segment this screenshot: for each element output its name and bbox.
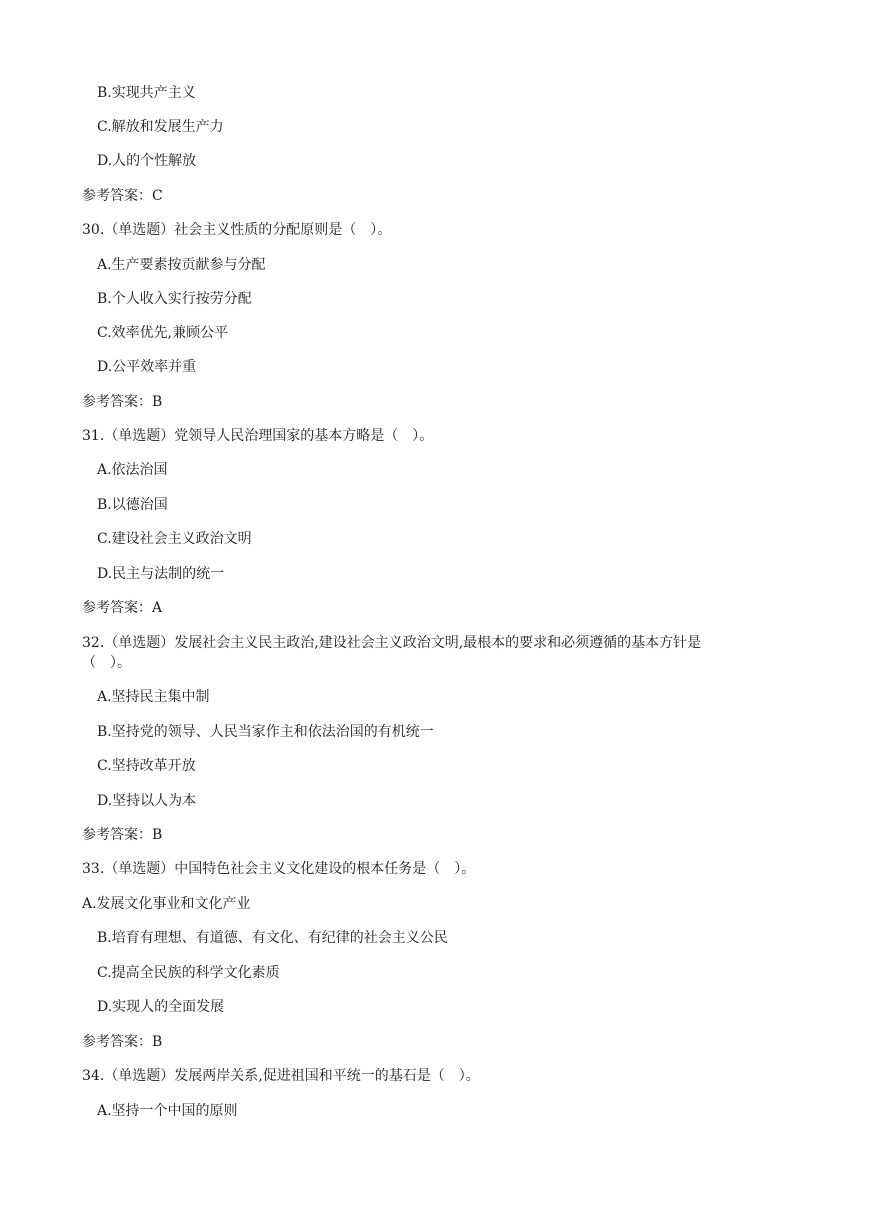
option-b: B.以德治国 [97,497,168,513]
option-d: D.人的个性解放 [97,153,197,169]
option-a: A.发展文化事业和文化产业 [82,896,251,912]
option-d: D.坚持以人为本 [97,793,197,809]
question-stem: 33.（单选题）中国特色社会主义文化建设的根本任务是（ ）。 [82,861,476,877]
question-stem: 34.（单选题）发展两岸关系,促进祖国和平统一的基石是（ ）。 [82,1068,480,1084]
option-d: D.实现人的全面发展 [97,999,225,1015]
option-b: B.培育有理想、有道德、有文化、有纪律的社会主义公民 [97,930,448,946]
option-a: A.生产要素按贡献参与分配 [97,257,266,273]
option-c: C.建设社会主义政治文明 [97,531,252,547]
question-stem-continued: （ ）。 [82,655,131,671]
option-b: B.实现共产主义 [97,85,196,101]
option-d: D.民主与法制的统一 [97,566,225,582]
option-c: C.解放和发展生产力 [97,119,224,135]
option-a: A.依法治国 [97,462,168,478]
option-c: C.效率优先,兼顾公平 [97,325,229,341]
question-stem: 31.（单选题）党领导人民治理国家的基本方略是（ ）。 [82,428,434,444]
answer: 参考答案：B [82,827,163,843]
answer: 参考答案：C [82,188,163,204]
question-stem: 30.（单选题）社会主义性质的分配原则是（ ）。 [82,222,392,238]
answer: 参考答案：B [82,1034,163,1050]
option-a: A.坚持民主集中制 [97,689,210,705]
option-b: B.坚持党的领导、人民当家作主和依法治国的有机统一 [97,724,434,740]
option-c: C.提高全民族的科学文化素质 [97,965,280,981]
option-a: A.坚持一个中国的原则 [97,1103,238,1119]
answer: 参考答案：A [82,600,163,616]
option-c: C.坚持改革开放 [97,758,196,774]
answer: 参考答案：B [82,394,163,410]
option-d: D.公平效率并重 [97,359,197,375]
option-b: B.个人收入实行按劳分配 [97,291,252,307]
question-stem: 32.（单选题）发展社会主义民主政治,建设社会主义政治文明,最根本的要求和必须遵循的基本方针是 [82,635,702,651]
